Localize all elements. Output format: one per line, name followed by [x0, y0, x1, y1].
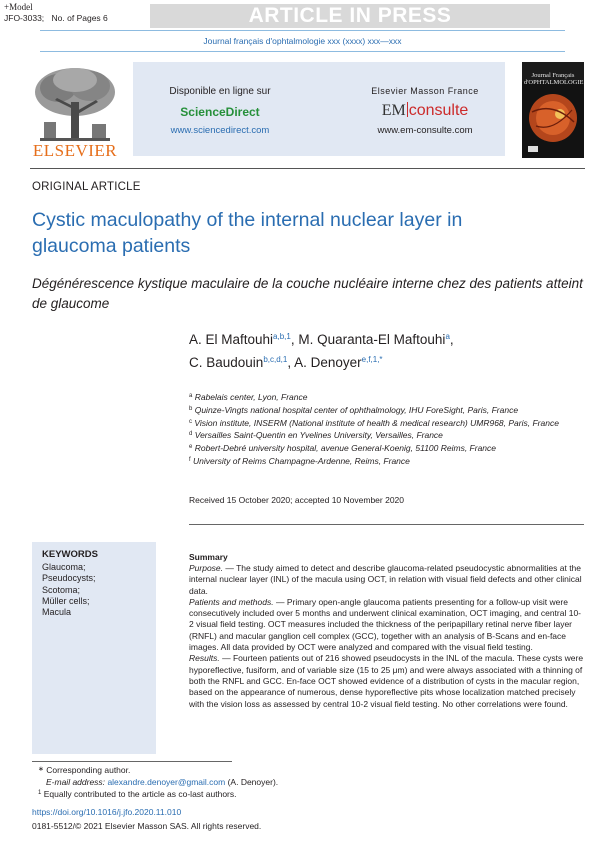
- affiliation-text: Rabelais center, Lyon, France: [194, 392, 308, 402]
- affiliation-mark: c: [189, 418, 192, 425]
- keyword-item: Scotoma;: [42, 584, 81, 595]
- author-list: [189, 327, 589, 373]
- affiliation-text: Robert-Debré university hospital, avenue General-Koenig, 51100 Reims, France: [194, 443, 496, 454]
- masthead-rule: [30, 168, 585, 169]
- affiliation-list: [189, 391, 589, 468]
- em-consulte-link[interactable]: www.em-consulte.com: [377, 125, 473, 136]
- email-link[interactable]: alexandre.denoyer@gmail.com: [107, 776, 226, 787]
- copyright-line: 0181-5512/© 2021 Elsevier Masson SAS. All rights reserved.: [32, 821, 262, 831]
- affiliation-text: Vision institute, INSERM (National institute of health & medical research) UMR968, Paris, France: [194, 417, 559, 428]
- email-label: E-mail address:: [46, 776, 106, 787]
- keyword-item: Müller cells;: [42, 595, 90, 606]
- sciencedirect-link[interactable]: www.sciencedirect.com: [170, 125, 270, 136]
- sciencedirect-logo[interactable]: ScienceDirect: [180, 105, 260, 119]
- affiliation-item: [189, 404, 589, 417]
- header-rule-lower: [40, 51, 565, 52]
- email-suffix: (A. Denoyer).: [227, 776, 279, 787]
- affiliation-text: Quinze-Vingts national hospital center of ophthalmology, IHU ForeSight, Paris, France: [194, 404, 519, 415]
- footnote-equal: $^1$ Equally contributed to the article as co-last authors.: [38, 789, 237, 799]
- abstract-body: [189, 563, 585, 710]
- author-affiliation-marks[interactable]: b,c,d,1: [263, 355, 288, 364]
- affiliation-text: University of Reims Champagne-Ardenne, Reims, France: [193, 455, 410, 466]
- article-title-french: Dégénérescence kystique maculaire de la couche nucléaire interne chez des patients atteint de glaucome: [32, 276, 583, 311]
- author-separator: ,: [287, 355, 295, 370]
- em-consulte-em: EM: [381, 102, 406, 119]
- header-rule: [40, 30, 565, 31]
- author-separator: ,: [449, 332, 454, 347]
- author-affiliation-marks[interactable]: a: [445, 332, 450, 341]
- purpose-label: Purpose.: [189, 563, 224, 573]
- manuscript-id: [4, 14, 108, 23]
- available-online-label: Disponible en ligne sur: [169, 86, 271, 97]
- cover-journal-title: Journal Français d'OPHTALMOLOGIE: [524, 72, 584, 86]
- methods-text: — Primary open-angle glaucoma patients presenting for a follow-up visit were consecutively included over 5 months and underwent clinical examination, OCT imaging, and central 10-2 visual field testing. OCT measures included the thickness of the peripapillary retinal nerve fiber layer (RNFL) and macular ganglion cell complex (GCC), together with an analysis of B-Scans and en-face images. All data provided by OCT were analyzed and compared with the visual field testing.: [189, 596, 582, 653]
- affiliation-item: [189, 455, 589, 468]
- page-count: No. of Pages 6: [51, 13, 108, 23]
- results-label: Results.: [189, 653, 220, 664]
- affiliation-item: [189, 429, 589, 442]
- purpose-text: — The study aimed to detect and describe glaucoma-related pseudocystic abnormalities at the internal nuclear layer (INL) of the macula using OCT, in relation with visual field defects and other clinical data.: [189, 563, 582, 596]
- keywords-heading: KEYWORDS: [42, 549, 98, 560]
- article-title: Cystic maculopathy of the internal nuclear layer in glaucoma patients: [32, 209, 463, 257]
- equal-contribution-text: Equally contributed to the article as co-last authors.: [43, 789, 237, 799]
- abstract-rule: [189, 524, 584, 525]
- abstract-methods: [189, 597, 585, 653]
- em-consulte-logo[interactable]: [345, 102, 505, 120]
- affiliation-item: [189, 442, 589, 455]
- affiliation-text: Versailles Saint-Quentin en Yvelines University, Versailles, France: [194, 430, 443, 441]
- publisher-name: Elsevier Masson France: [371, 86, 479, 96]
- affiliation-mark: f: [189, 456, 191, 463]
- methods-label: Patients and methods.: [189, 596, 274, 607]
- article-type: ORIGINAL ARTICLE: [32, 181, 141, 193]
- keyword-item: Glaucoma;: [42, 562, 86, 572]
- em-consulte-divider: [407, 102, 408, 117]
- results-text: — Fourteen patients out of 216 showed pseudocysts in the INL of the macula. These cysts were hyporeflective, fusiform, and of variable size (15 to 25 μm) and were always associated with a thinning of both the RNFL and GCC. En-face OCT showed evidence of a distribution of cysts in the macular region, based on the appearance of numerous, dense hyporeflective pits whose localization matched precisely with the vision loss as assessed by central 10-2 visual field testing. No other correlations were found.: [189, 653, 584, 709]
- article-in-press-label: ARTICLE IN PRESS: [248, 4, 452, 27]
- affiliation-item: [189, 417, 589, 430]
- abstract-purpose: [189, 563, 585, 597]
- author-name: C. Baudouin: [189, 355, 264, 370]
- affiliation-item: [189, 391, 589, 404]
- jfo-code: JFO-3033;: [4, 13, 45, 23]
- author-affiliation-marks[interactable]: e,f,1,*: [361, 355, 383, 364]
- author-separator: ,: [290, 332, 299, 347]
- footnotes: [38, 764, 438, 801]
- em-consulte-text: consulte: [408, 102, 469, 119]
- affiliation-mark: e: [189, 444, 193, 451]
- doi-link[interactable]: https://doi.org/10.1016/j.jfo.2020.11.010: [32, 807, 182, 817]
- author-name: A. El Maftouhi: [189, 332, 274, 347]
- keyword-item: Macula: [42, 607, 72, 618]
- affiliation-mark: a: [189, 393, 193, 399]
- summary-heading: Summary: [189, 552, 228, 562]
- keywords-list: [42, 562, 96, 618]
- author-name: M. Quaranta-El Maftouhi: [298, 332, 446, 347]
- affiliation-mark: b: [189, 405, 193, 412]
- elsevier-wordmark: ELSEVIER: [32, 141, 118, 160]
- footnote-rule: [32, 761, 232, 762]
- abstract-results: [189, 653, 585, 709]
- affiliation-mark: d: [189, 431, 193, 438]
- received-dates: Received 15 October 2020; accepted 10 November 2020: [189, 495, 404, 505]
- corresponding-text: Corresponding author.: [46, 765, 131, 775]
- author-name: A. Denoyer: [294, 355, 362, 370]
- journal-citation: Journal français d'ophtalmologie xxx (xxxx) xxx—xxx: [203, 36, 402, 46]
- keyword-item: Pseudocysts;: [42, 573, 96, 584]
- footnote-corresponding: ∗ Corresponding author.: [38, 765, 131, 775]
- model-label: +Model: [4, 2, 33, 12]
- footnote-email: [38, 777, 438, 789]
- author-affiliation-marks[interactable]: a,b,1: [273, 332, 291, 341]
